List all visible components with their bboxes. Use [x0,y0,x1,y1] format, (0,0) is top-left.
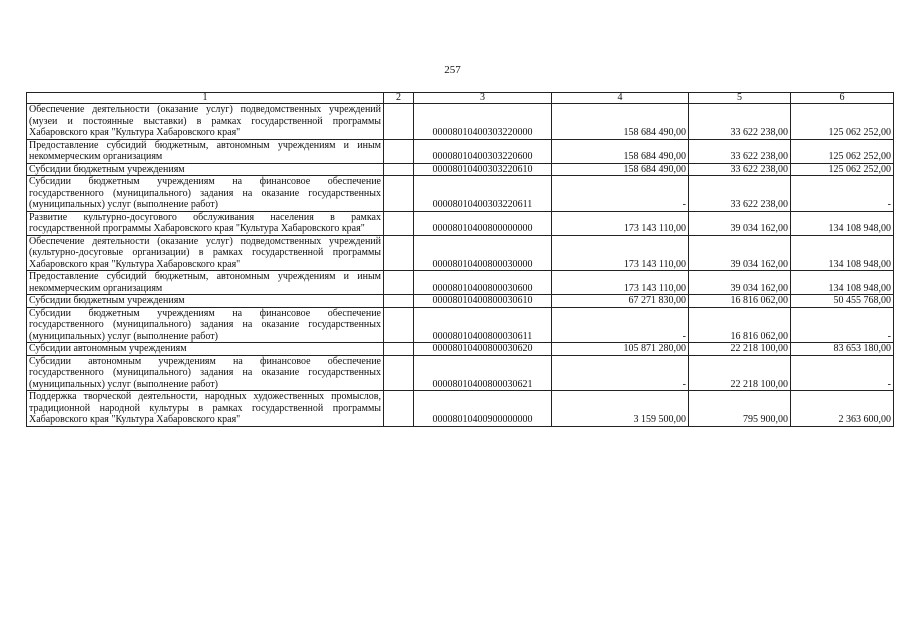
header-cell: 1 [27,93,384,104]
table-row [27,139,894,163]
row-amount-cell: - [791,355,894,391]
row-code-cell: 00008010400800030611 [414,307,552,343]
row-amount-cell: 22 218 100,00 [689,343,791,356]
row-empty-cell [384,343,414,356]
row-amount-cell: 33 622 238,00 [689,176,791,212]
row-code-cell: 00008010400800030610 [414,295,552,308]
header-cell: 2 [384,93,414,104]
row-amount-cell: 33 622 238,00 [689,104,791,140]
row-name-cell: Субсидии автономным учреждениям [27,343,384,356]
row-empty-cell [384,391,414,427]
row-code-cell: 00008010400303220611 [414,176,552,212]
row-amount-cell: 134 108 948,00 [791,235,894,271]
table-row [27,343,894,356]
row-code-cell: 00008010400900000000 [414,391,552,427]
table-row [27,391,894,427]
row-name-cell: Субсидии бюджетным учреждениям [27,295,384,308]
row-empty-cell [384,235,414,271]
row-name-cell: Субсидии бюджетным учреждениям на финансовое обеспечение государственного (муниципального) задания на оказание государственных (муниципальных) услуг (выполнение работ) [27,307,384,343]
row-amount-cell: 39 034 162,00 [689,271,791,295]
row-empty-cell [384,271,414,295]
row-empty-cell [384,295,414,308]
row-name-cell: Предоставление субсидий бюджетным, автономным учреждениям и иным некоммерческим организациям [27,139,384,163]
row-name-cell: Субсидии бюджетным учреждениям на финансовое обеспечение государственного (муниципального) задания на оказание государственных (муниципальных) услуг (выполнение работ) [27,176,384,212]
table-row [27,307,894,343]
row-code-cell: 00008010400303220610 [414,163,552,176]
row-code-cell: 00008010400800030600 [414,271,552,295]
row-amount-cell: 39 034 162,00 [689,211,791,235]
row-amount-cell: 2 363 600,00 [791,391,894,427]
row-name-cell: Предоставление субсидий бюджетным, автономным учреждениям и иным некоммерческим организациям [27,271,384,295]
row-code-cell: 00008010400800030620 [414,343,552,356]
row-code-cell: 00008010400800000000 [414,211,552,235]
row-empty-cell [384,163,414,176]
budget-table [26,92,894,427]
header-cell: 6 [791,93,894,104]
row-amount-cell: 158 684 490,00 [552,104,689,140]
row-empty-cell [384,176,414,212]
table-row [27,355,894,391]
page-number: 257 [444,64,461,76]
row-empty-cell [384,307,414,343]
row-name-cell: Обеспечение деятельности (оказание услуг) подведомственных учреждений (музеи и постоянные выставки) в рамках государственной программы Хабаровского края "Культура Хабаровского края" [27,104,384,140]
row-code-cell: 00008010400800030621 [414,355,552,391]
row-empty-cell [384,355,414,391]
row-amount-cell: - [552,355,689,391]
row-amount-cell: 33 622 238,00 [689,163,791,176]
header-cell: 3 [414,93,552,104]
row-amount-cell: - [552,307,689,343]
row-amount-cell: 3 159 500,00 [552,391,689,427]
row-amount-cell: 50 455 768,00 [791,295,894,308]
header-cell: 4 [552,93,689,104]
row-amount-cell: 67 271 830,00 [552,295,689,308]
row-amount-cell: 173 143 110,00 [552,271,689,295]
header-cell: 5 [689,93,791,104]
row-name-cell: Субсидии автономным учреждениям на финансовое обеспечение государственного (муниципального) задания на оказание государственных (муниципальных) услуг (выполнение работ) [27,355,384,391]
row-amount-cell: 125 062 252,00 [791,139,894,163]
row-amount-cell: 33 622 238,00 [689,139,791,163]
row-amount-cell: 158 684 490,00 [552,139,689,163]
row-amount-cell: 83 653 180,00 [791,343,894,356]
row-amount-cell: 39 034 162,00 [689,235,791,271]
row-code-cell: 00008010400303220600 [414,139,552,163]
table-row [27,163,894,176]
row-name-cell: Обеспечение деятельности (оказание услуг) подведомственных учреждений (культурно-досуговые организации) в рамках государственной программы Хабаровского края "Культура Хабаровского края" [27,235,384,271]
table-row [27,211,894,235]
row-name-cell: Развитие культурно-досугового обслуживания населения в рамках государственной программы Хабаровского края "Культура Хабаровского края" [27,211,384,235]
table-row [27,295,894,308]
table-header-row [27,93,894,104]
table-row [27,271,894,295]
row-amount-cell: - [552,176,689,212]
table-row [27,235,894,271]
row-amount-cell: 134 108 948,00 [791,211,894,235]
row-amount-cell: 158 684 490,00 [552,163,689,176]
row-code-cell: 00008010400800030000 [414,235,552,271]
row-code-cell: 00008010400303220000 [414,104,552,140]
table-row [27,104,894,140]
row-amount-cell: 134 108 948,00 [791,271,894,295]
row-amount-cell: - [791,176,894,212]
row-amount-cell: 16 816 062,00 [689,295,791,308]
row-amount-cell: 795 900,00 [689,391,791,427]
row-empty-cell [384,139,414,163]
row-amount-cell: 173 143 110,00 [552,235,689,271]
row-empty-cell [384,211,414,235]
table-row [27,176,894,212]
row-amount-cell: 105 871 280,00 [552,343,689,356]
row-amount-cell: 173 143 110,00 [552,211,689,235]
row-amount-cell: 16 816 062,00 [689,307,791,343]
row-name-cell: Поддержка творческой деятельности, народных художественных промыслов, традиционной народной культуры в рамках государственной программы Хабаровского края "Культура Хабаровского края" [27,391,384,427]
row-amount-cell: 125 062 252,00 [791,163,894,176]
row-name-cell: Субсидии бюджетным учреждениям [27,163,384,176]
row-amount-cell: - [791,307,894,343]
row-amount-cell: 22 218 100,00 [689,355,791,391]
row-empty-cell [384,104,414,140]
row-amount-cell: 125 062 252,00 [791,104,894,140]
